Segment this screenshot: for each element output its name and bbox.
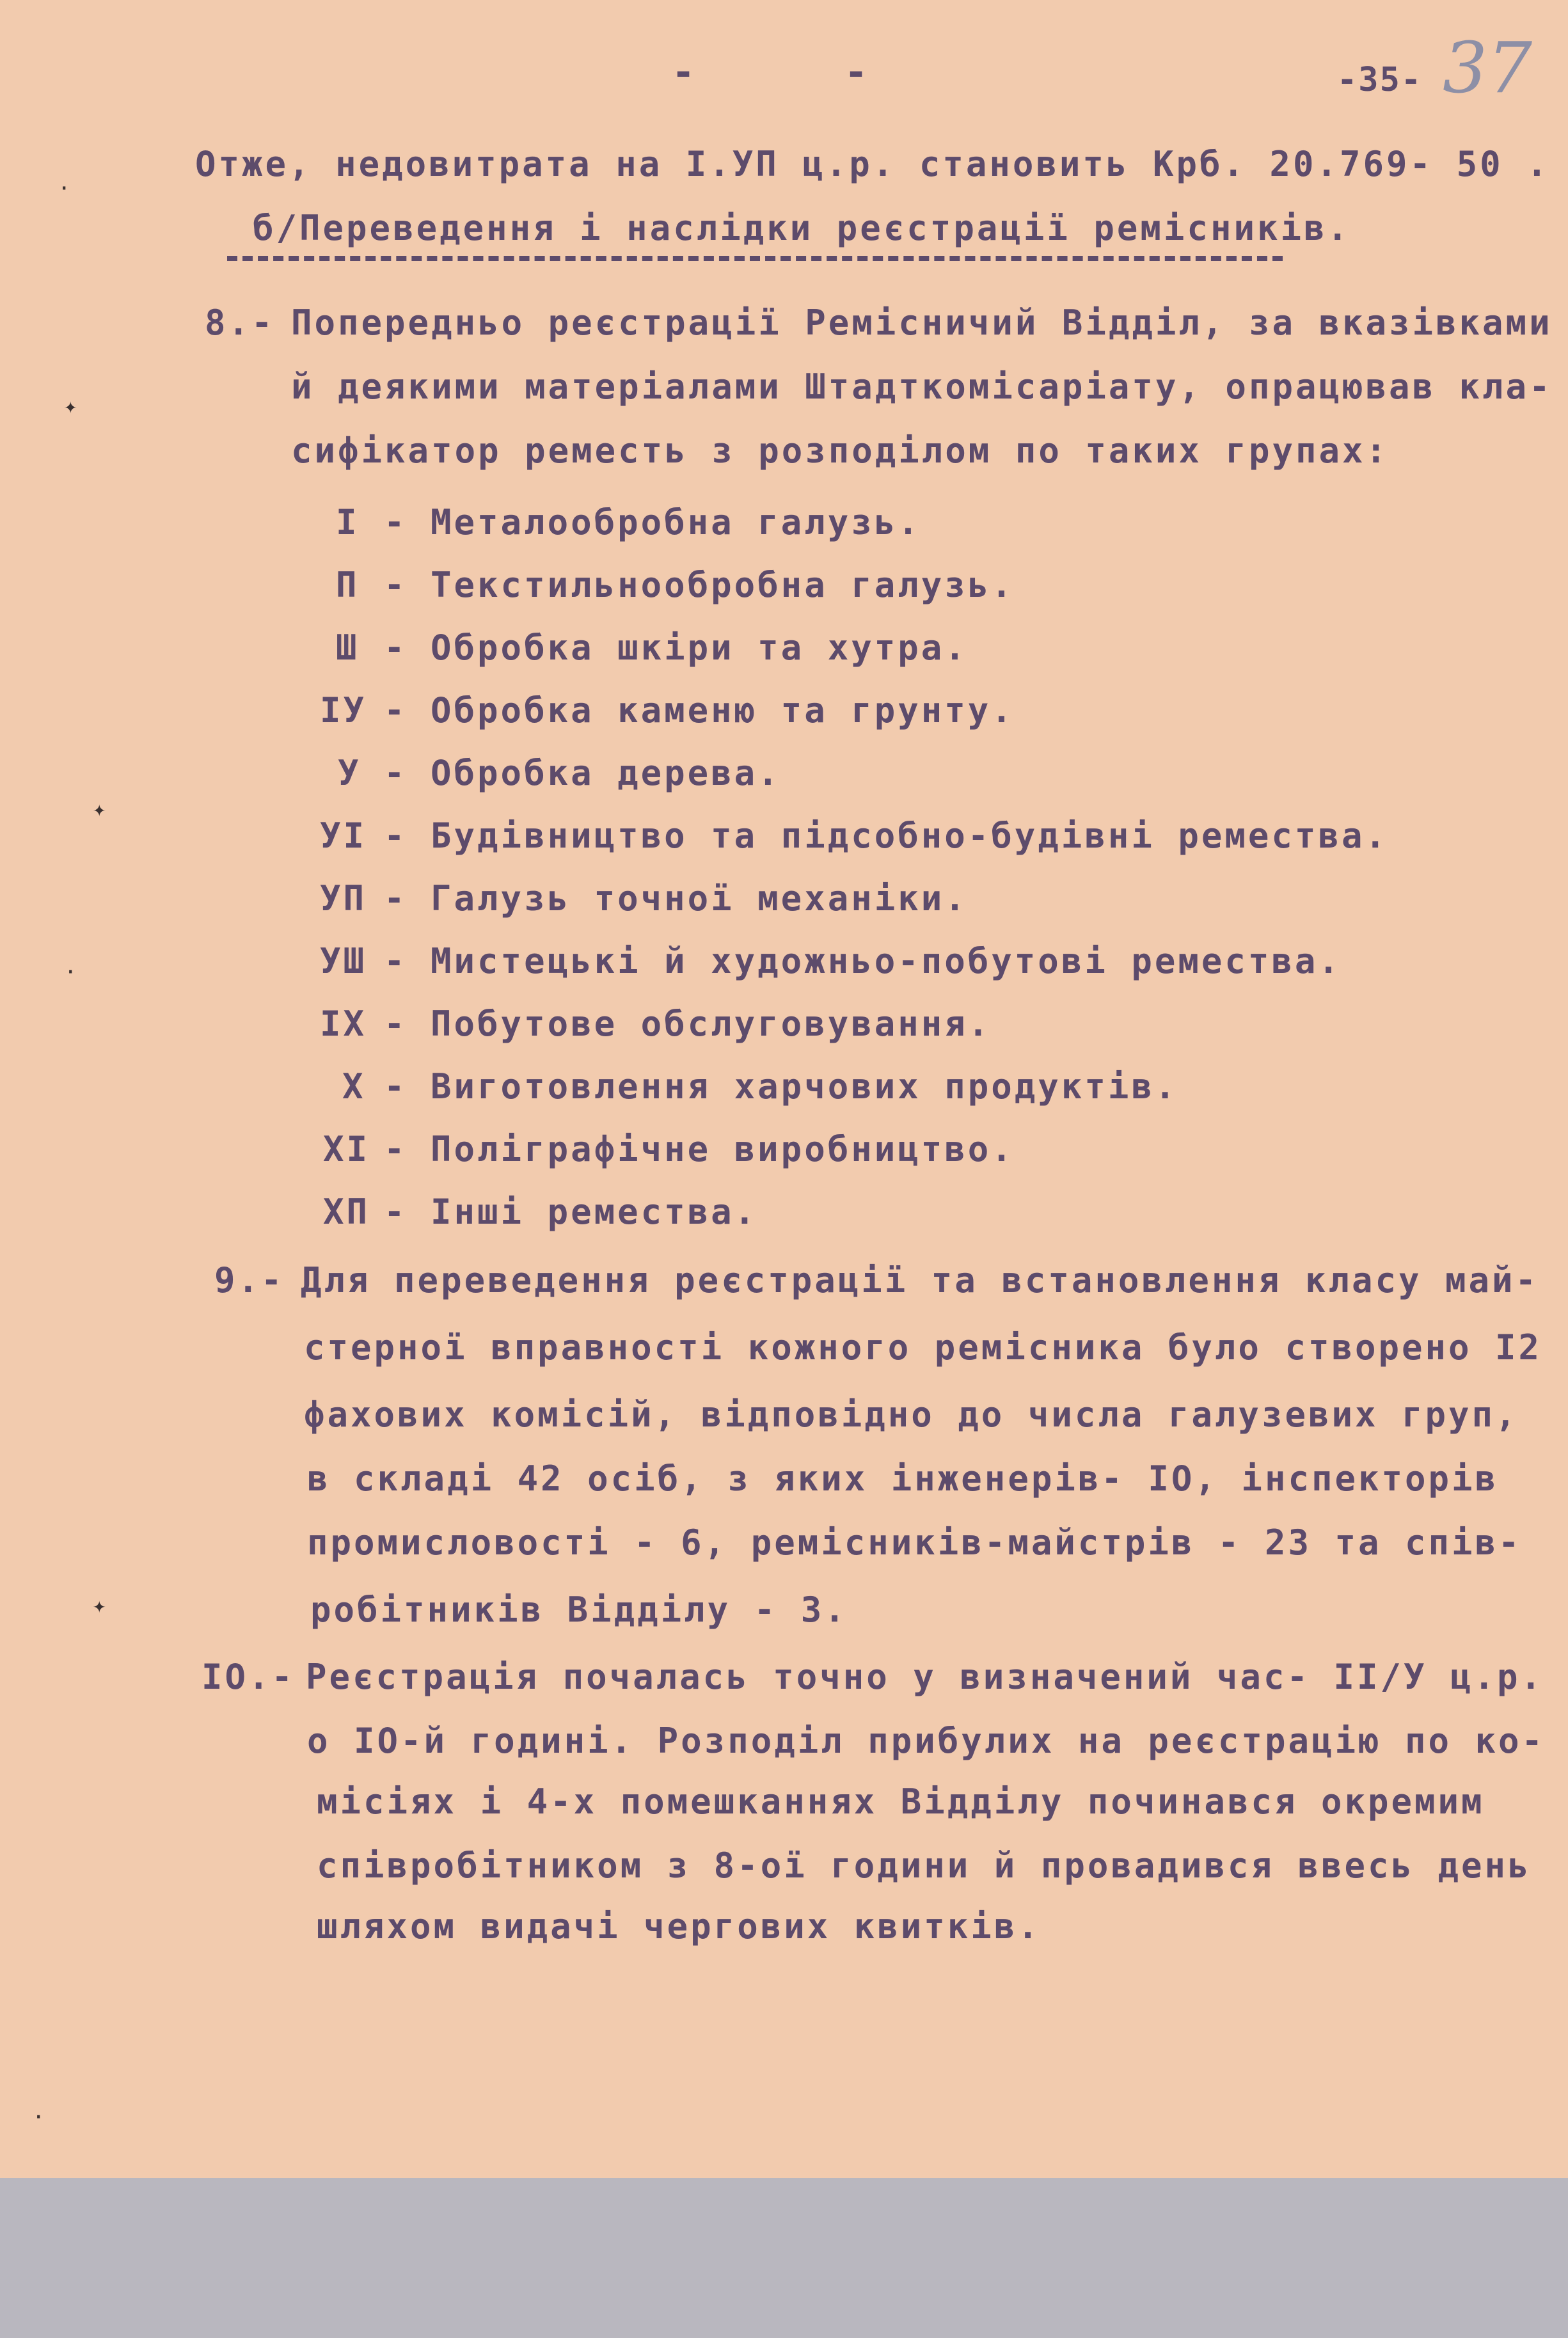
group-text: - Обробка каменю та грунту.: [384, 690, 1015, 731]
page-number-handwritten: 37: [1443, 27, 1532, 109]
group-text: - Виготовлення харчових продуктів.: [384, 1066, 1178, 1107]
paragraph-10-line-5: шляхом видачі чергових квитків.: [317, 1906, 1041, 1947]
group-numeral: У: [338, 753, 361, 793]
paper-speck: ·: [58, 176, 71, 201]
paragraph-10-line-3: місіях і 4-х помешканнях Відділу починався окремим: [317, 1781, 1485, 1822]
intro-line: Отже, недовитрата на I.УП ц.р. становить Крб. 20.769- 50 .: [195, 144, 1550, 184]
paragraph-9-line-4: в складі 42 осіб, з яких інженерів- IО, інспекторів: [307, 1458, 1499, 1499]
group-text: - Інші ремества.: [384, 1192, 758, 1232]
paragraph-10-line-1: Реєстрація почалась точно у визначений час- II/У ц.р.: [306, 1657, 1544, 1697]
group-text: - Обробка дерева.: [384, 753, 781, 793]
paragraph-9-line-2: стерної вправності кожного ремісника було створено I2: [304, 1327, 1542, 1368]
paragraph-8-line-1: Попередньо реєстрації Ремісничий Відділ, за вказівками: [291, 303, 1553, 343]
paragraph-8-number: 8.-: [205, 303, 275, 343]
paragraph-10-number: IО.-: [202, 1657, 296, 1697]
group-text: - Металообробна галузь.: [384, 502, 921, 542]
header-dash-left: -: [672, 50, 695, 95]
group-text: - Будівництво та підсобно-будівні ремества.: [384, 816, 1388, 856]
group-numeral: IУ: [320, 690, 367, 731]
group-text: - Текстильнообробна галузь.: [384, 565, 1015, 605]
paper-speck: ✦: [64, 393, 77, 419]
group-numeral: УП: [320, 878, 367, 919]
group-numeral: X: [342, 1066, 366, 1107]
paragraph-9-line-3: фахових комісій, відповідно до числа галузевих груп,: [304, 1394, 1519, 1435]
paragraph-10-line-2: о IО-й годині. Розподіл прибулих на реєстрацію по ко-: [307, 1721, 1546, 1761]
paragraph-8-line-3: сифікатор реместь з розподілом по таких групах:: [291, 430, 1390, 471]
group-text: - Мистецькі й художньо-побутові ремества.: [384, 941, 1342, 981]
group-text: - Поліграфічне виробництво.: [384, 1129, 1015, 1169]
header-dash-right: -: [844, 50, 868, 95]
scan-background-strip: [0, 2178, 1568, 2338]
section-heading: б/Переведення і наслідки реєстрації ремісників.: [253, 208, 1351, 248]
paragraph-8-line-2: й деякими матеріалами Штадткомісаріату, опрацював кла-: [291, 367, 1553, 407]
group-numeral: УI: [320, 816, 367, 856]
paragraph-9-number: 9.-: [214, 1260, 285, 1300]
group-numeral: Ш: [336, 628, 360, 668]
paragraph-9-line-5: промисловості - 6, ремісників-майстрів - 23 та спів-: [307, 1522, 1522, 1563]
group-text: - Обробка шкіри та хутра.: [384, 628, 968, 668]
paper-speck: ✦: [93, 796, 106, 822]
page-number-typed: -35-: [1337, 61, 1423, 99]
group-numeral: П: [336, 565, 360, 605]
group-text: - Побутове обслуговування.: [384, 1004, 992, 1044]
paragraph-10-line-4: співробітником з 8-ої години й провадився ввесь день: [317, 1845, 1532, 1886]
paper-speck: ·: [32, 2105, 45, 2130]
paper-speck: ·: [64, 960, 77, 985]
group-numeral: I: [336, 502, 360, 542]
paragraph-9-line-1: Для переведення реєстрації та встановлення класу май-: [301, 1260, 1539, 1300]
paragraph-9-line-6: робітників Відділу - 3.: [310, 1590, 848, 1630]
group-text: - Галузь точної механіки.: [384, 878, 968, 919]
group-numeral: УШ: [320, 941, 367, 981]
group-numeral: XП: [323, 1192, 370, 1232]
paper-speck: ✦: [93, 1593, 106, 1618]
heading-underline: [227, 256, 1283, 261]
group-numeral: IX: [320, 1004, 367, 1044]
group-numeral: XI: [323, 1129, 370, 1169]
